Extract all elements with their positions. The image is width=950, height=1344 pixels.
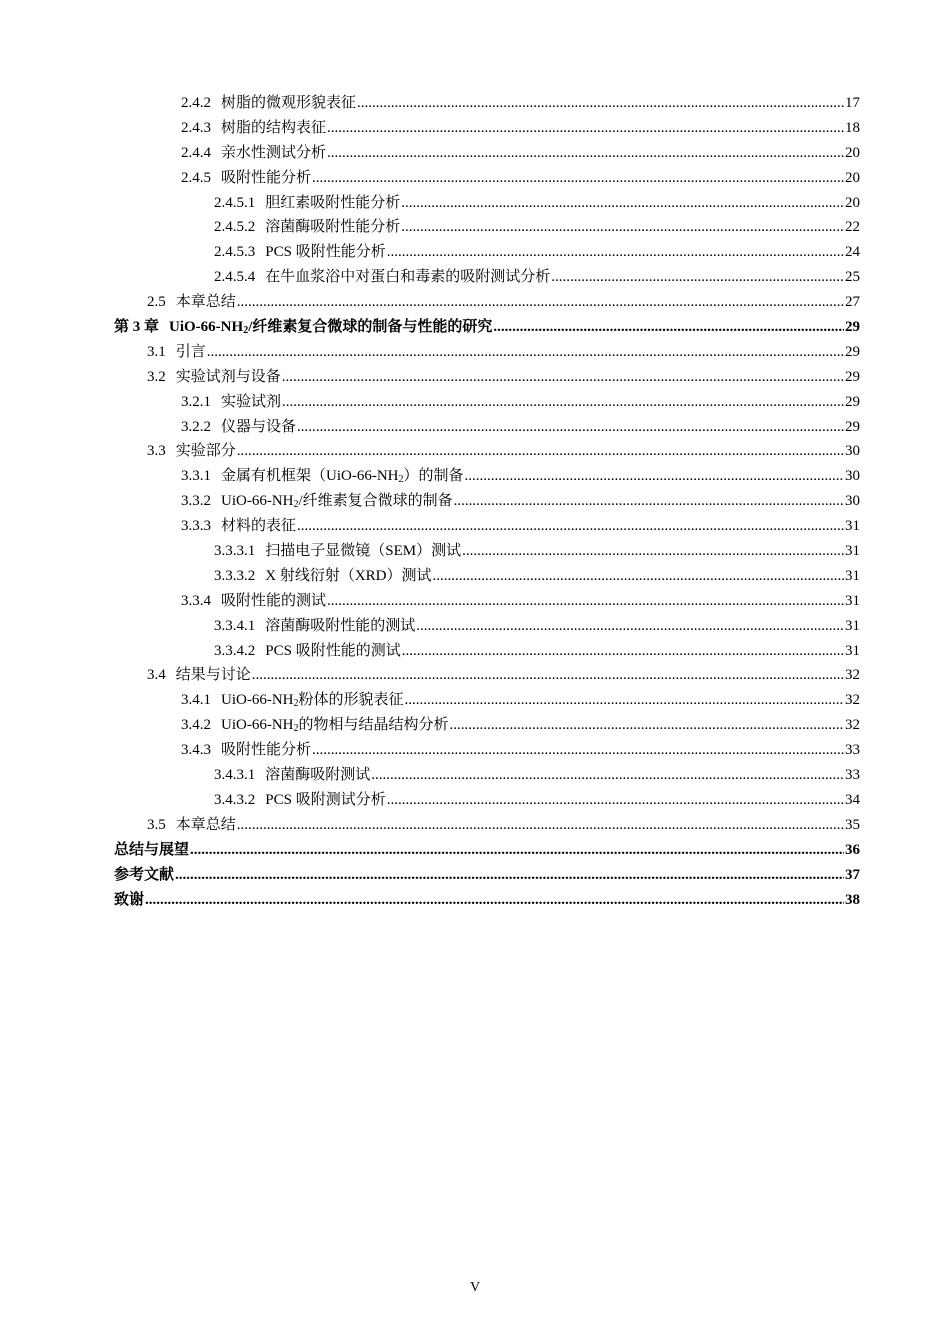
toc-entry-title: 溶菌酶吸附性能分析 xyxy=(265,219,401,236)
toc-entry-page: 20 xyxy=(845,194,860,211)
dot-leader xyxy=(454,489,844,514)
toc-entry-page: 31 xyxy=(845,642,860,659)
toc-entry-title: 吸附性能分析 xyxy=(221,169,312,186)
toc-entry[interactable] xyxy=(114,290,860,315)
toc-entry-title: 吸附性能的测试 xyxy=(221,592,327,609)
subscript-text: 2 xyxy=(293,499,299,511)
toc-entry[interactable] xyxy=(114,813,860,838)
toc-entry-page: 33 xyxy=(845,767,860,784)
dot-leader xyxy=(462,539,844,564)
toc-entry-title xyxy=(221,713,449,738)
toc-entry[interactable] xyxy=(114,489,860,514)
dot-leader xyxy=(237,439,844,464)
toc-entry-number: 3.4.3.2 xyxy=(214,791,256,808)
toc-entry[interactable] xyxy=(114,514,860,539)
dot-leader xyxy=(312,166,844,191)
dot-leader xyxy=(401,191,844,216)
toc-entry-number: 2.5 xyxy=(147,294,166,311)
toc-entry-page: 31 xyxy=(845,518,860,535)
title-part: 的物相与结晶结构分析 xyxy=(298,717,449,734)
toc-entry-title: 仪器与设备 xyxy=(221,418,297,435)
toc-entry-number: 2.4.2 xyxy=(181,95,211,111)
toc-entry-page: 32 xyxy=(845,717,860,734)
subscript-text: 2 xyxy=(243,325,249,337)
toc-entry-title: 在牛血浆浴中对蛋白和毒素的吸附测试分析 xyxy=(265,269,551,286)
toc-entry-title: 参考文献 xyxy=(114,866,175,883)
toc-entry[interactable] xyxy=(114,639,860,664)
title-part: /纤维素复合微球的制备 xyxy=(298,493,453,510)
toc-entry[interactable] xyxy=(114,888,860,913)
dot-leader xyxy=(387,240,844,265)
toc-entry-number: 3.4 xyxy=(147,667,166,684)
dot-leader xyxy=(433,564,844,589)
toc-entry-page: 31 xyxy=(845,567,860,584)
toc-entry-page: 17 xyxy=(845,95,860,111)
dot-leader xyxy=(297,514,844,539)
toc-entry-page: 29 xyxy=(845,368,860,385)
toc-entry[interactable] xyxy=(114,564,860,589)
toc-entry-page: 34 xyxy=(845,791,860,808)
toc-entry-number: 3.3.3.2 xyxy=(214,567,256,584)
toc-entry-page: 20 xyxy=(845,144,860,161)
toc-entry-title xyxy=(221,489,453,514)
toc-entry[interactable] xyxy=(114,763,860,788)
dot-leader xyxy=(357,91,844,116)
dot-leader xyxy=(401,215,844,240)
toc-entry[interactable] xyxy=(114,788,860,813)
toc-entry-title: 胆红素吸附性能分析 xyxy=(265,194,401,211)
dot-leader xyxy=(371,763,844,788)
toc-entry-page: 31 xyxy=(845,592,860,609)
toc-entry-page: 29 xyxy=(845,393,860,410)
toc-entry-page: 24 xyxy=(845,244,860,261)
toc-entry[interactable] xyxy=(114,663,860,688)
toc-entry[interactable] xyxy=(114,116,860,141)
toc-entry-page: 22 xyxy=(845,219,860,236)
toc-entry-title: 吸附性能分析 xyxy=(221,742,312,759)
toc-entry-title: 树脂的结构表征 xyxy=(221,119,327,136)
toc-entry[interactable] xyxy=(114,365,860,390)
dot-leader xyxy=(207,340,844,365)
toc-entry-title: PCS 吸附测试分析 xyxy=(265,791,386,808)
dot-leader xyxy=(387,788,844,813)
toc-entry-title: 本章总结 xyxy=(175,816,236,833)
toc-entry-title: 总结与展望 xyxy=(114,841,190,858)
toc-entry[interactable] xyxy=(114,688,860,713)
dot-leader xyxy=(405,688,844,713)
toc-entry-number: 2.4.5.4 xyxy=(214,269,256,286)
toc-entry-page: 20 xyxy=(845,169,860,186)
toc-entry[interactable] xyxy=(114,464,860,489)
toc-entry-number: 2.4.3 xyxy=(181,119,211,136)
toc-entry-number: 2.4.5.2 xyxy=(214,219,256,236)
toc-entry-title: 亲水性测试分析 xyxy=(221,144,327,161)
dot-leader xyxy=(327,141,844,166)
subscript-text: 2 xyxy=(398,474,404,486)
title-part: UiO-66-NH xyxy=(169,319,244,336)
toc-entry-number: 2.4.4 xyxy=(181,144,211,161)
toc-entry[interactable] xyxy=(114,166,860,191)
toc-entry-number: 第 3 章 xyxy=(114,319,160,336)
toc-entry-page: 29 xyxy=(845,418,860,435)
toc-entry-number: 3.3.2 xyxy=(181,493,211,510)
toc-entry-page: 31 xyxy=(845,617,860,634)
toc-entry-title: 致谢 xyxy=(114,891,145,908)
toc-entry-number: 3.3.3 xyxy=(181,518,211,535)
toc-entry-number: 3.3.4.1 xyxy=(214,617,256,634)
toc-entry-title: 实验试剂与设备 xyxy=(175,368,281,385)
toc-entry-title: 实验试剂 xyxy=(221,393,282,410)
toc-entry-number: 3.3.4 xyxy=(181,592,211,609)
toc-entry[interactable] xyxy=(114,215,860,240)
dot-leader xyxy=(252,663,844,688)
dot-leader xyxy=(551,265,844,290)
dot-leader xyxy=(465,464,844,489)
toc-entry-page: 30 xyxy=(845,468,860,485)
toc-entry[interactable] xyxy=(114,838,860,863)
dot-leader xyxy=(145,888,844,913)
toc-entry-number: 3.2.1 xyxy=(181,393,211,410)
toc-entry[interactable] xyxy=(114,614,860,639)
toc-entry-title: 引言 xyxy=(175,343,206,360)
dot-leader xyxy=(282,365,844,390)
toc-entry-page: 31 xyxy=(845,543,860,560)
dot-leader xyxy=(297,415,844,440)
toc-entry-title: PCS 吸附性能分析 xyxy=(265,244,386,261)
page-footer-number: V xyxy=(469,1280,481,1295)
toc-entry-title xyxy=(169,315,492,340)
dot-leader xyxy=(237,813,844,838)
toc-entry[interactable] xyxy=(114,390,860,415)
dot-leader xyxy=(282,390,844,415)
dot-leader xyxy=(237,290,844,315)
dot-leader xyxy=(416,614,844,639)
toc-entry-number: 3.3 xyxy=(147,443,166,460)
toc-entry-title: X 射线衍射（XRD）测试 xyxy=(265,567,432,584)
toc-entry-number: 3.5 xyxy=(147,816,166,833)
dot-leader xyxy=(190,838,844,863)
title-part: 粉体的形貌表征 xyxy=(298,692,404,709)
toc-entry[interactable] xyxy=(114,439,860,464)
toc-entry[interactable] xyxy=(114,539,860,564)
toc-entry-title: 本章总结 xyxy=(175,294,236,311)
toc-entry[interactable] xyxy=(114,191,860,216)
toc-entry-number: 3.4.2 xyxy=(181,717,211,734)
dot-leader xyxy=(175,863,844,888)
toc-entry-page: 35 xyxy=(845,816,860,833)
toc-entry-page: 36 xyxy=(845,841,860,858)
toc-entry-number: 3.3.3.1 xyxy=(214,543,256,560)
subscript-text: 2 xyxy=(293,723,299,735)
toc-entry[interactable] xyxy=(114,240,860,265)
table-of-contents xyxy=(114,91,860,912)
toc-entry-page: 30 xyxy=(845,493,860,510)
toc-entry-page: 30 xyxy=(845,443,860,460)
toc-entry-number: 3.4.3 xyxy=(181,742,211,759)
toc-entry[interactable] xyxy=(114,863,860,888)
toc-entry-number: 3.3.1 xyxy=(181,468,211,485)
toc-entry-title xyxy=(221,464,464,489)
toc-entry-number: 2.4.5.3 xyxy=(214,244,256,261)
toc-entry-page: 29 xyxy=(845,343,860,360)
toc-entry-title: 扫描电子显微镜（SEM）测试 xyxy=(265,543,462,560)
toc-entry-page: 25 xyxy=(845,269,860,286)
dot-leader xyxy=(493,315,844,340)
dot-leader xyxy=(450,713,844,738)
toc-entry-number: 3.3.4.2 xyxy=(214,642,256,659)
toc-entry[interactable] xyxy=(114,589,860,614)
toc-entry-page: 32 xyxy=(845,692,860,709)
toc-entry-title: PCS 吸附性能的测试 xyxy=(265,642,401,659)
toc-entry[interactable] xyxy=(114,141,860,166)
toc-entry-title: 溶菌酶吸附性能的测试 xyxy=(265,617,416,634)
title-part: UiO-66-NH xyxy=(221,493,294,510)
toc-entry[interactable] xyxy=(114,415,860,440)
dot-leader xyxy=(312,738,844,763)
subscript-text: 2 xyxy=(293,698,299,710)
toc-entry-number: 3.4.3.1 xyxy=(214,767,256,784)
title-part: /纤维素复合微球的制备与性能的研究 xyxy=(248,319,493,336)
toc-entry-page: 27 xyxy=(845,294,860,311)
dot-leader xyxy=(327,589,844,614)
toc-entry-page: 38 xyxy=(845,891,860,908)
toc-entry[interactable] xyxy=(114,265,860,290)
toc-entry-page: 18 xyxy=(845,119,860,136)
toc-entry-page: 33 xyxy=(845,742,860,759)
dot-leader xyxy=(402,639,844,664)
toc-entry-page: 32 xyxy=(845,667,860,684)
toc-entry-number: 3.2 xyxy=(147,368,166,385)
toc-entry-page: 29 xyxy=(845,319,860,336)
toc-entry-page: 37 xyxy=(845,866,860,883)
toc-entry-number: 3.4.1 xyxy=(181,692,211,709)
title-part: 金属有机框架（UiO-66-NH xyxy=(221,468,399,485)
title-part: UiO-66-NH xyxy=(221,717,294,734)
title-part: ）的制备 xyxy=(403,468,464,485)
toc-entry-number: 3.2.2 xyxy=(181,418,211,435)
toc-entry[interactable] xyxy=(114,340,860,365)
toc-entry[interactable] xyxy=(114,713,860,738)
toc-entry[interactable] xyxy=(114,738,860,763)
toc-entry-title: 材料的表征 xyxy=(221,518,297,535)
toc-entry-number: 2.4.5.1 xyxy=(214,194,256,211)
title-part: UiO-66-NH xyxy=(221,692,294,709)
toc-entry-title: 结果与讨论 xyxy=(175,667,251,684)
toc-entry[interactable] xyxy=(114,315,860,340)
toc-entry[interactable] xyxy=(114,91,860,116)
dot-leader xyxy=(327,116,844,141)
toc-entry-title xyxy=(221,688,404,713)
toc-entry-title: 树脂的微观形貌表征 xyxy=(221,95,357,111)
toc-entry-title: 溶菌酶吸附测试 xyxy=(265,767,371,784)
toc-entry-number: 3.1 xyxy=(147,343,166,360)
toc-entry-title: 实验部分 xyxy=(175,443,236,460)
toc-entry-number: 2.4.5 xyxy=(181,169,211,186)
